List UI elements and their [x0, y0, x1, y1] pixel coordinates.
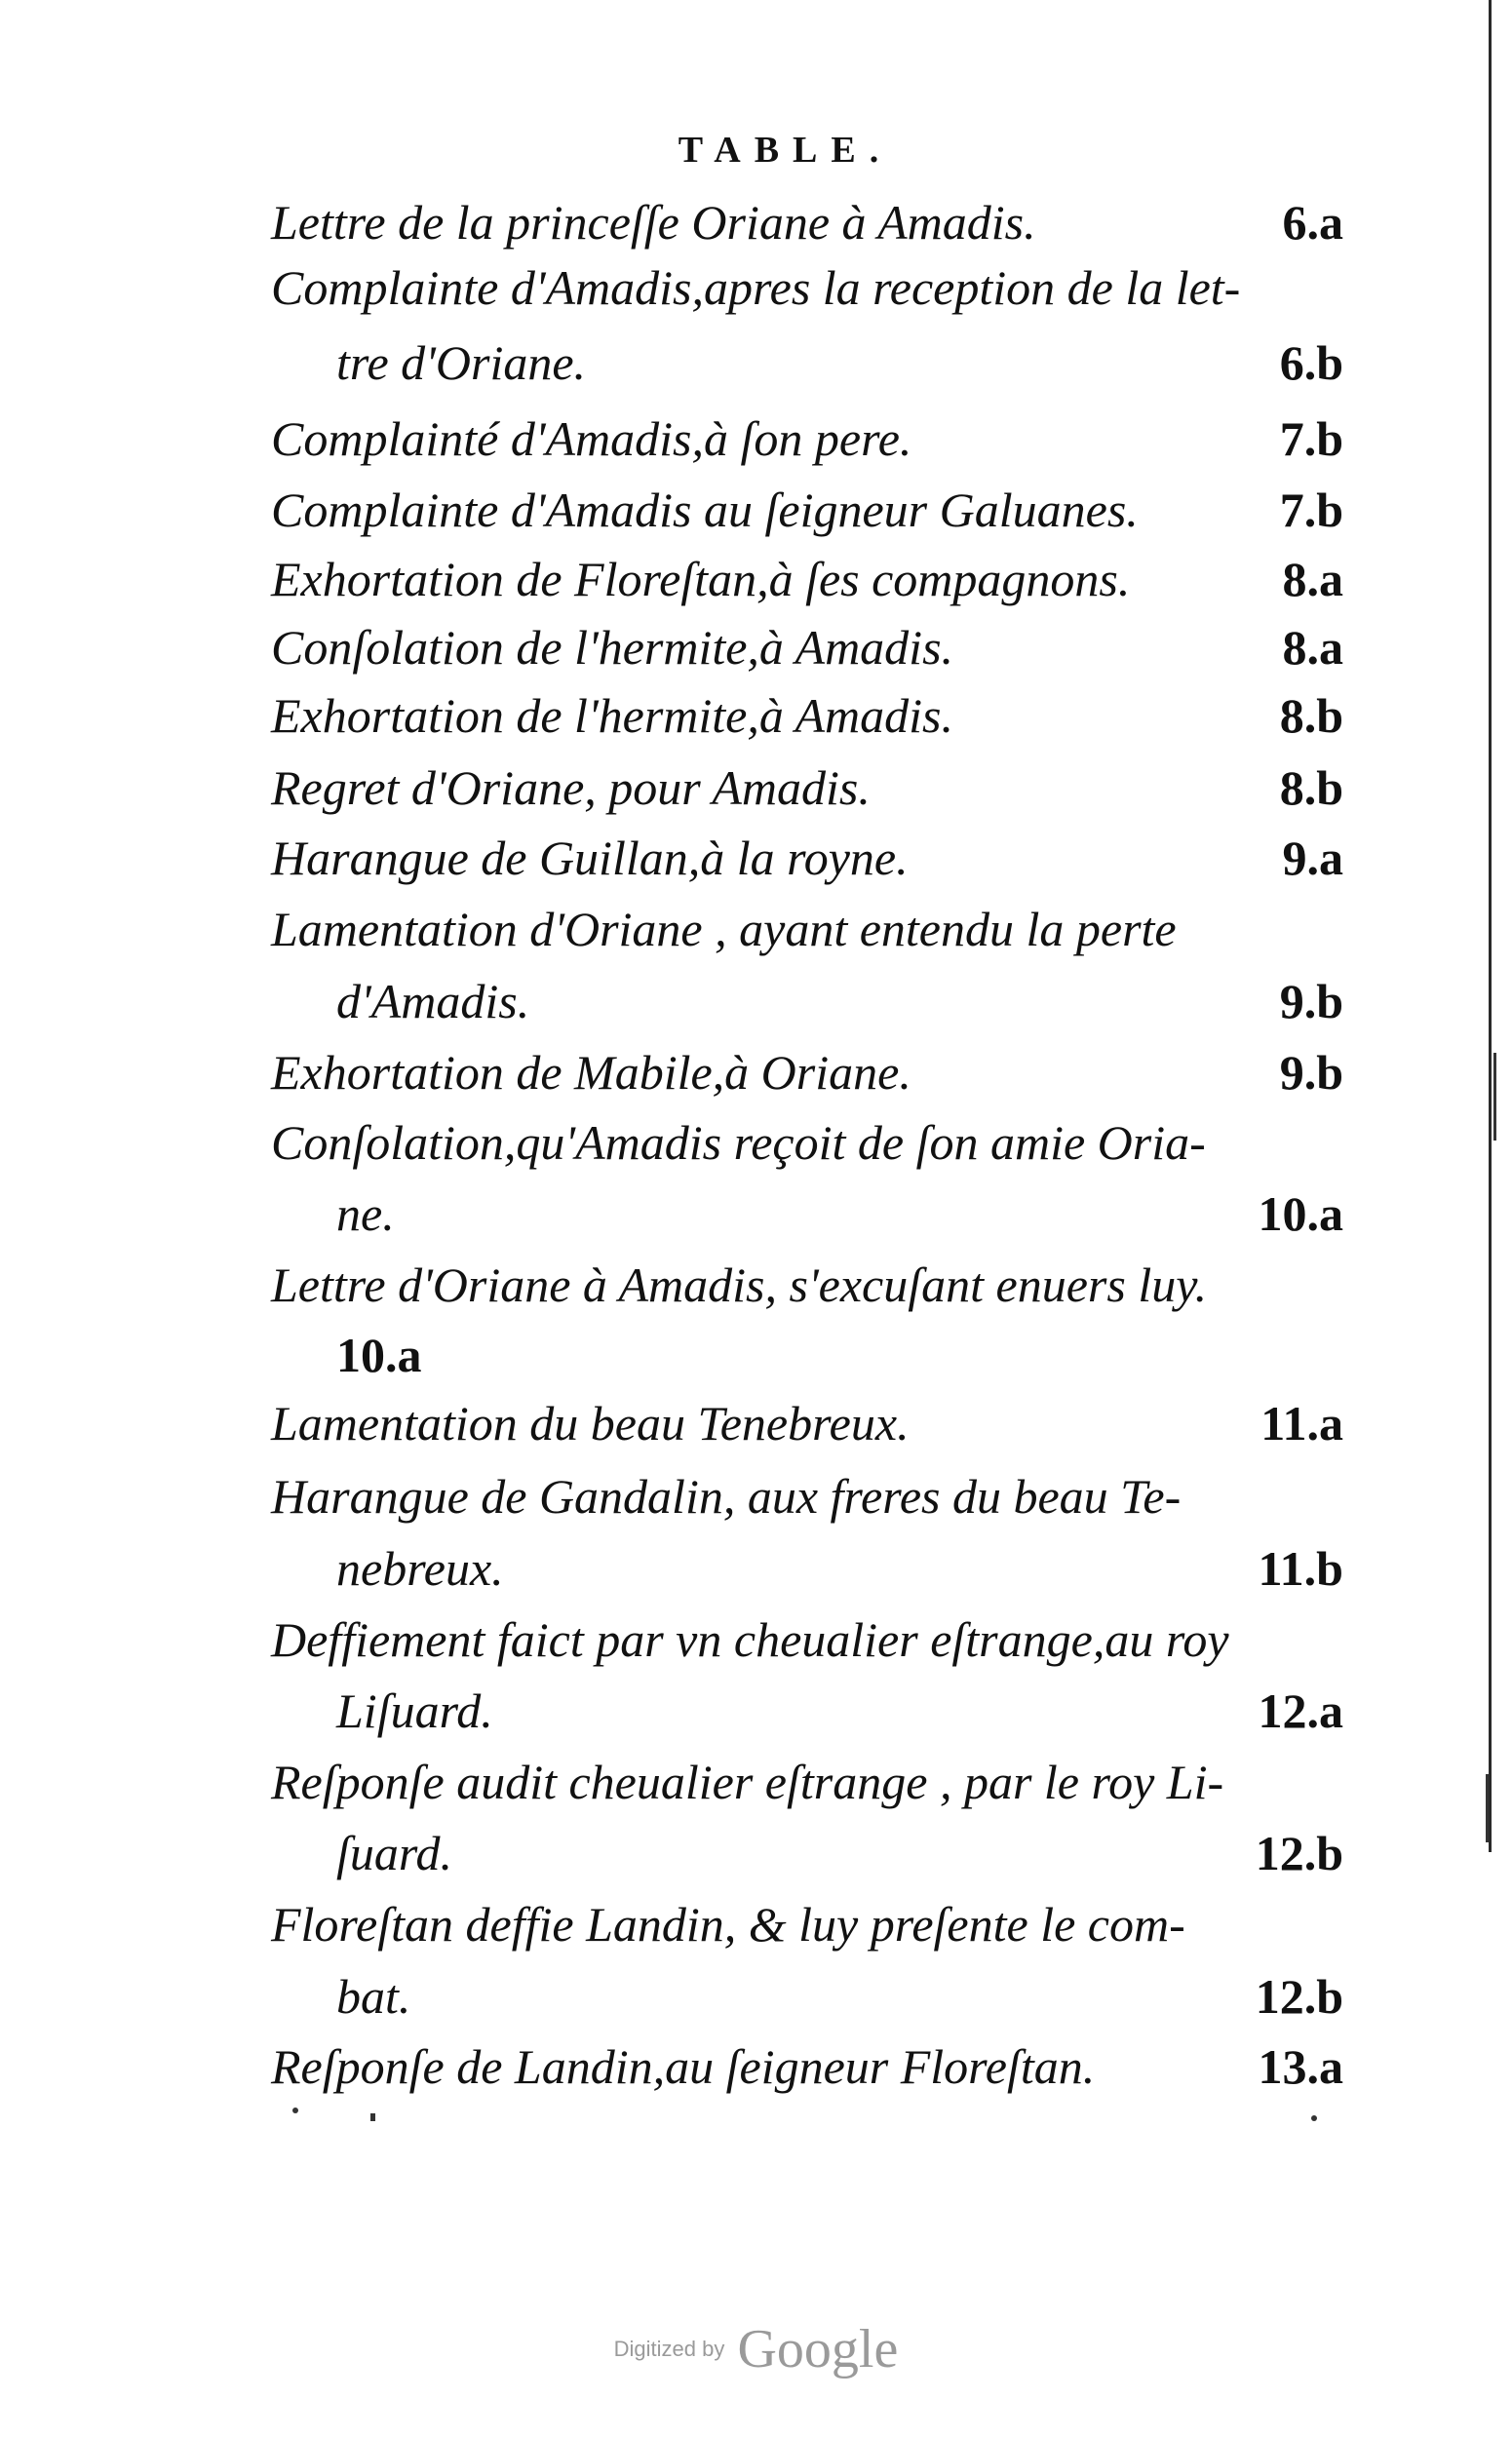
toc-entry-page: 9.b [1279, 1045, 1343, 1100]
toc-entry-title: Exhortation de Mabile,à Oriane. [271, 1045, 911, 1100]
toc-entry-title: Exhortation de l'hermite,à Amadis. [271, 688, 953, 743]
toc-entry-page: 12.b [1255, 1826, 1343, 1880]
toc-entry-title: Reſponſe audit cheualier eſtrange , par le roy Li- [271, 1755, 1224, 1809]
toc-entry-continuation [336, 1680, 1343, 1742]
toc-entry-page: 12.b [1255, 1969, 1343, 2024]
toc-entry [271, 898, 1343, 960]
toc-entry-continuation [336, 970, 1343, 1032]
toc-entry-page: 6.b [1279, 335, 1343, 390]
toc-entry-title: Deffiement faict par vn cheualier eſtrange,au roy [271, 1612, 1229, 1667]
toc-entry [271, 191, 1343, 253]
toc-entry-page: 10.a [1258, 1186, 1343, 1241]
toc-entry-continuation [336, 1537, 1343, 1600]
digitized-watermark [0, 2318, 1512, 2380]
toc-entry-title: Lettre de la princeſſe Oriane à Amadis. [271, 195, 1036, 250]
toc-entry-title: Exhortation de Floreſtan,à ſes compagnons. [271, 552, 1131, 606]
toc-entry [271, 407, 1343, 470]
toc-entry-title: Conſolation,qu'Amadis reçoit de ſon amie Oria- [271, 1115, 1206, 1170]
toc-entry-title: Complainte d'Amadis au ſeigneur Galuanes. [271, 483, 1139, 537]
toc-entry-title-continued: ſuard. [336, 1826, 452, 1880]
toc-entry-title: Complainte d'Amadis,apres la reception de la let- [271, 260, 1241, 315]
toc-entry-page: 9.a [1282, 831, 1343, 885]
toc-entry-page: 12.a [1258, 1683, 1343, 1738]
toc-entry-continuation [336, 1965, 1343, 2028]
toc-entry [271, 1608, 1343, 1671]
toc-entry [271, 548, 1343, 610]
toc-entry-page: 10.a [336, 1328, 422, 1382]
toc-entry-title: Reſponſe de Landin,au ſeigneur Floreſtan. [271, 2039, 1096, 2094]
page-header: TABLE. [678, 130, 893, 171]
toc-entry-continuation [336, 1182, 1343, 1245]
toc-entry-title: Lamentation du beau Tenebreux. [271, 1396, 910, 1451]
toc-entry-page: 11.a [1260, 1396, 1343, 1451]
toc-entry-title: Lamentation d'Oriane , ayant entendu la perte [271, 902, 1177, 956]
toc-entry [271, 1041, 1343, 1103]
toc-entry [271, 1392, 1343, 1454]
toc-entry-page: 6.a [1282, 195, 1343, 250]
toc-entry-continuation [336, 1822, 1343, 1884]
toc-entry-title: Floreſtan deffie Landin, & luy preſente le com- [271, 1897, 1185, 1952]
toc-entry-title-continued: Liſuard. [336, 1683, 493, 1738]
toc-entry [271, 1893, 1343, 1955]
toc-entry-continuation [336, 331, 1343, 394]
toc-entry-page: 11.b [1258, 1541, 1343, 1596]
toc-entry [271, 1254, 1343, 1316]
toc-entry-title: Regret d'Oriane, pour Amadis. [271, 760, 871, 815]
ink-speck [292, 2108, 298, 2113]
toc-entry-page: 7.b [1279, 483, 1343, 537]
toc-entry [271, 616, 1343, 678]
toc-entry-title-continued: bat. [336, 1969, 411, 2024]
toc-entry-title-continued: nebreux. [336, 1541, 504, 1596]
toc-entry-page: 13.a [1258, 2039, 1343, 2094]
toc-entry-title: Complainté d'Amadis,à ſon pere. [271, 411, 912, 466]
toc-entry-title-continued: ne. [336, 1186, 395, 1241]
toc-entry [271, 827, 1343, 889]
toc-entry [271, 684, 1343, 747]
toc-entry-title-continued: tre d'Oriane. [336, 335, 587, 390]
toc-entry-title: Lettre d'Oriane à Amadis, s'excuſant enuers luy. [271, 1257, 1208, 1312]
google-logo-text: Google [737, 2319, 899, 2379]
toc-entry [271, 1751, 1343, 1813]
toc-entry-title: Harangue de Guillan,à la royne. [271, 831, 909, 885]
toc-entry [271, 2035, 1343, 2098]
toc-entry [271, 1111, 1343, 1174]
toc-entry-page: 8.b [1279, 760, 1343, 815]
toc-entry-continuation [336, 1324, 531, 1386]
toc-entry [271, 256, 1343, 319]
ink-speck [370, 2113, 375, 2121]
toc-entry-title-continued: d'Amadis. [336, 974, 530, 1028]
toc-entry [271, 479, 1343, 541]
toc-entry-page: 7.b [1279, 411, 1343, 466]
toc-entry-page: 9.b [1279, 974, 1343, 1028]
digitized-label: Digitized by [613, 2337, 725, 2361]
margin-mark [1493, 1053, 1496, 1141]
toc-entry [271, 1465, 1343, 1528]
toc-entry [271, 756, 1343, 819]
toc-entry-page: 8.a [1282, 620, 1343, 675]
toc-entry-page: 8.a [1282, 552, 1343, 606]
ink-speck [1311, 2115, 1317, 2121]
margin-mark [1486, 1774, 1489, 1842]
toc-entry-title: Harangue de Gandalin, aux freres du beau Te- [271, 1469, 1182, 1524]
toc-entry-title: Conſolation de l'hermite,à Amadis. [271, 620, 954, 675]
toc-entry-page: 8.b [1279, 688, 1343, 743]
